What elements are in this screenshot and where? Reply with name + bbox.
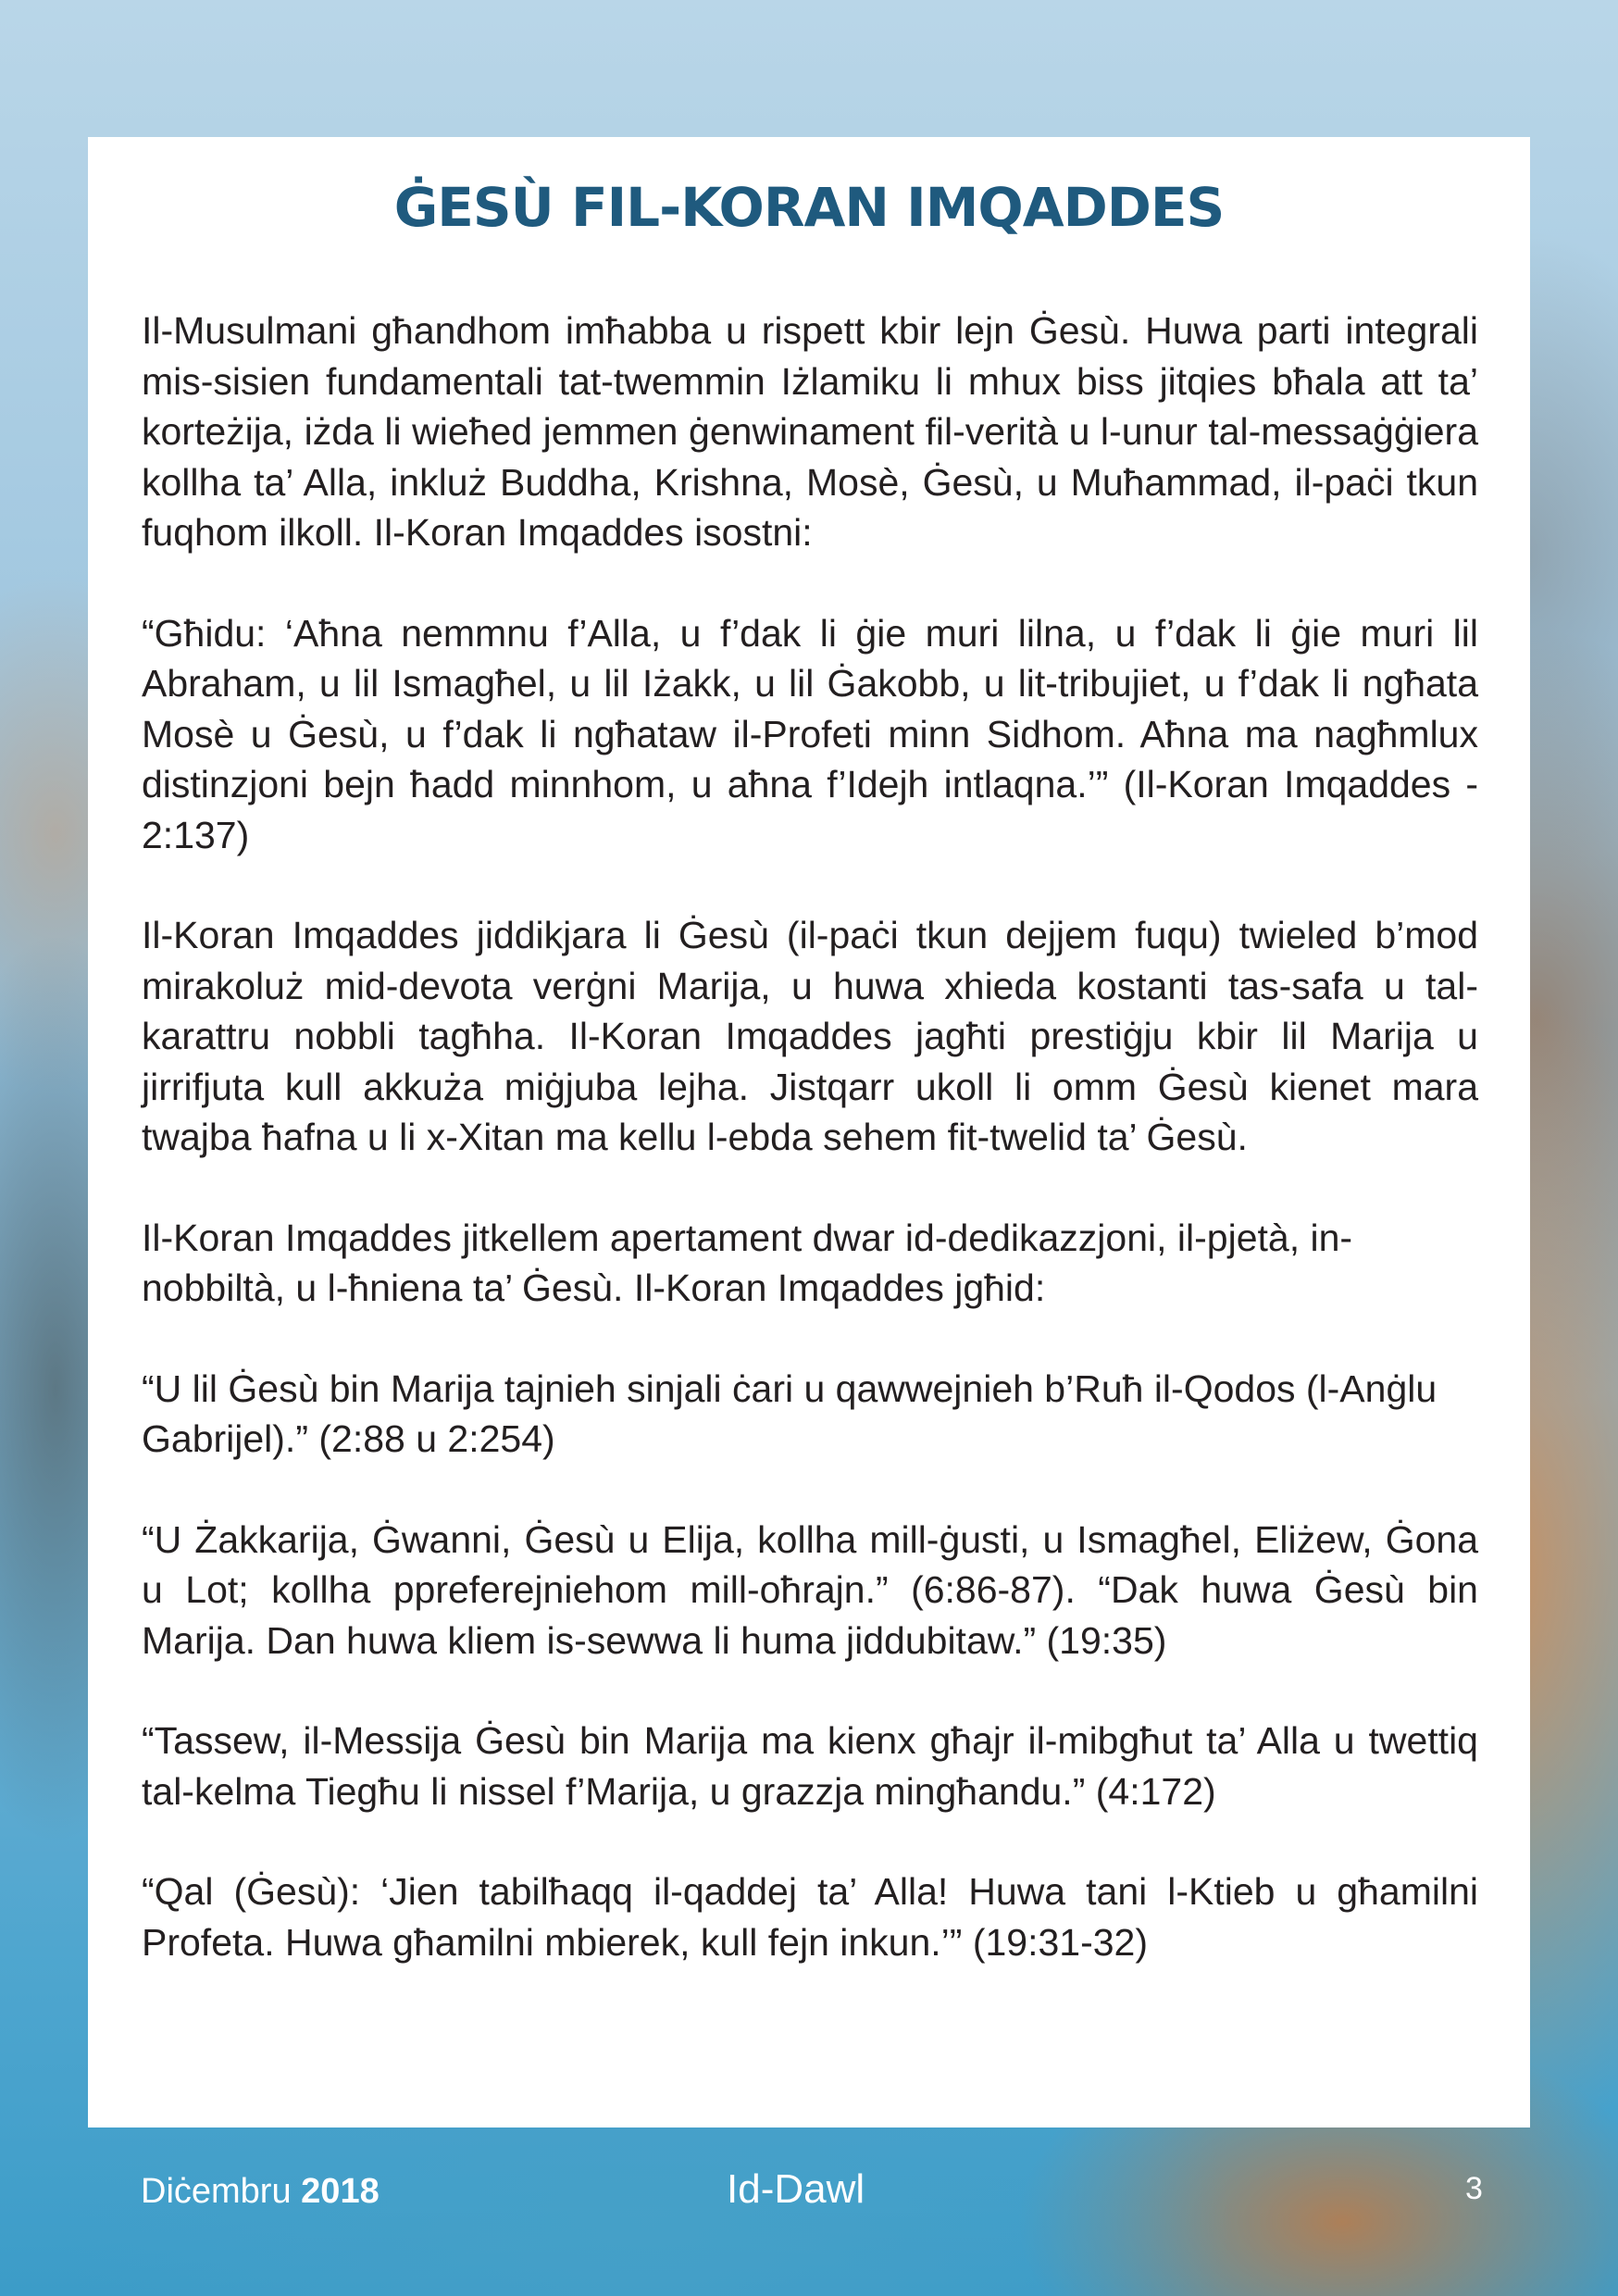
paragraph-intro: Il-Musulmani għandhom imħabba u rispett kbir lejn Ġesù. Huwa parti integrali mis-sisien fundamentali tat-twemmin Iżlamiku li mhux biss jitqies bħala att ta’ korteżija, iżda li wieħed jemmen ġenwinament fil-verità u l-unur tal-messaġġiera kollha ta’ Alla, inkluż Buddha, Krishna, Mosè, Ġesù, u Muħammad, il-paċi tkun fuqhom ilkoll. Il-Koran Imqaddes isostni: (142, 309, 1478, 554)
paragraph-nobility: Il-Koran Imqaddes jitkellem apertament dwar id-dedikazzjoni, il-pjetà, in-nobbiltà, u l-ħniena ta’ Ġesù. Il-Koran Imqaddes jgħid: (142, 1216, 1353, 1309)
issue-month: Diċembru (141, 2172, 292, 2211)
article-title: ĠESÙ FIL-KORAN IMQADDES (393, 176, 1225, 239)
issue-year: 2018 (301, 2172, 380, 2211)
quote-19-31: “Qal (Ġesù): ‘Jien tabilħaqq il-qaddej ta’ Alla! Huwa tani l-Ktieb u għamilni Profeta. Huwa għamilni mbierek, kull fejn inkun.’” (19:31-32) (142, 1870, 1478, 1964)
quote-2-88: “U lil Ġesù bin Marija tajnieh sinjali ċari u qawwejnieh b’Ruħ il-Qodos (l-Anġlu Gabrijel).” (2:88 u 2:254) (142, 1366, 1438, 1460)
paragraph-mary: Il-Koran Imqaddes jiddikjara li Ġesù (il-paċi tkun dejjem fuqu) twieled b’mod mirakoluż mid-devota verġni Marija, u huwa xhieda kostanti tas-safa u tal-karattru nobbli tagħha. Il-Koran Imqaddes jagħti prestiġju kbir lil Marija u jirrifjuta kull akkuża miġjuba lejha. Jistqarr ukoll li omm Ġesù kienet mara twajba ħafna u li x-Xitan ma kellu l-ebda sehem fit-twelid ta’ Ġesù. (142, 914, 1478, 1158)
article-body (142, 306, 1478, 2017)
issue-date (141, 2172, 380, 2212)
quote-6-86: “U Żakkarija, Ġwanni, Ġesù u Elija, kollha mill-ġusti, u Ismagħel, Eliżew, Ġona u Lot; kollha ppreferejniehom mill-oħrajn.” (6:86-87). “Dak huwa Ġesù bin Marija. Dan huwa kliem is-sewwa li huma jiddubitaw.” (19:35) (142, 1517, 1478, 1662)
magazine-name: Id-Dawl (727, 2166, 865, 2212)
quote-2-137: “Għidu: ‘Aħna nemmnu f’Alla, u f’dak li ġie muri lilna, u f’dak li ġie muri lil Abraham, u lil Ismagħel, u lil Iżakk, u lil Ġakobb, u lit-tribujiet, u f’dak li ngħata Mosè u Ġesù, u f’dak li ngħataw il-Profeti minn Sidhom. Aħna ma nagħmlux distinzjoni bejn ħadd minnhom, u aħna f’Idejh intlaqna.’” (Il-Koran Imqaddes - 2:137) (142, 611, 1478, 856)
page-number: 3 (1465, 2171, 1483, 2206)
article-card (88, 137, 1530, 2128)
quote-4-172: “Tassew, il-Messija Ġesù bin Marija ma kienx għajr il-mibgħut ta’ Alla u twettiq tal-kelma Tiegħu li nissel f’Marija, u grazzja mingħandu.” (4:172) (142, 1719, 1478, 1813)
